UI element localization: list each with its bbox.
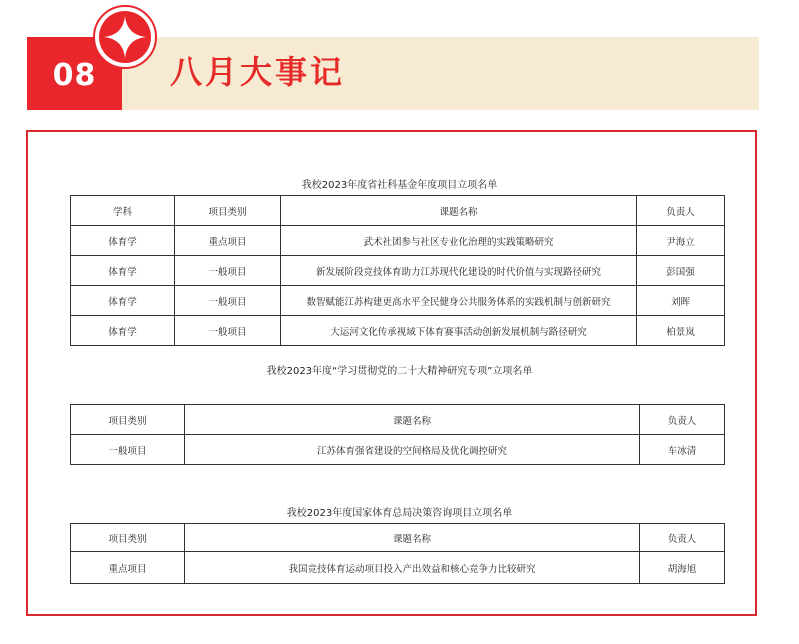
column-header: 项目类别: [71, 524, 185, 552]
table-cell: 一般项目: [71, 435, 185, 465]
table-cell: 一般项目: [175, 256, 281, 286]
table-cell: 尹海立: [637, 226, 725, 256]
table-cell: 重点项目: [71, 552, 185, 584]
table-cell: 江苏体育强省建设的空间格局及优化调控研究: [185, 435, 640, 465]
table-row: [71, 552, 725, 584]
table-row: [71, 435, 725, 465]
table-header-row: [71, 405, 725, 435]
table2-caption: 我校2023年度“学习贯彻党的二十大精神研究专项”立项名单: [266, 366, 533, 377]
section-number: 08: [52, 58, 97, 93]
table-cell: 体育学: [71, 316, 175, 346]
table1-caption: 我校2023年度省社科基金年度项目立项名单: [301, 180, 498, 191]
table-cell: 彭国强: [637, 256, 725, 286]
table-cell: 柏景岚: [637, 316, 725, 346]
table-cell: 车冰清: [640, 435, 725, 465]
table-row: [71, 286, 725, 316]
table-row: [71, 256, 725, 286]
table-cell: 重点项目: [175, 226, 281, 256]
table-cell: 我国竞技体育运动项目投入产出效益和核心竞争力比较研究: [185, 552, 640, 584]
table-header-row: [71, 196, 725, 226]
column-header: 课题名称: [185, 524, 640, 552]
table-cell: 刘晖: [637, 286, 725, 316]
table-cell: 一般项目: [175, 286, 281, 316]
column-header: 课题名称: [185, 405, 640, 435]
table-cell: 一般项目: [175, 316, 281, 346]
column-header: 负责人: [640, 524, 725, 552]
page-title: 八月大事记: [170, 53, 346, 91]
table-cell: 体育学: [71, 226, 175, 256]
table-row: [71, 226, 725, 256]
table3: [70, 523, 725, 584]
star-badge-icon: [92, 4, 158, 70]
table-cell: 武术社团参与社区专业化治理的实践策略研究: [281, 226, 637, 256]
table-cell: 数智赋能江苏构建更高水平全民健身公共服务体系的实践机制与创新研究: [281, 286, 637, 316]
table1: [70, 195, 725, 346]
table2: [70, 404, 725, 465]
table-header-row: [71, 524, 725, 552]
table-cell: 大运河文化传承视域下体育赛事活动创新发展机制与路径研究: [281, 316, 637, 346]
column-header: 项目类别: [71, 405, 185, 435]
table-cell: 胡海旭: [640, 552, 725, 584]
column-header: 负责人: [637, 196, 725, 226]
column-header: 课题名称: [281, 196, 637, 226]
table-cell: 新发展阶段竞技体育助力江苏现代化建设的时代价值与实现路径研究: [281, 256, 637, 286]
column-header: 负责人: [640, 405, 725, 435]
table3-caption: 我校2023年度国家体育总局决策咨询项目立项名单: [286, 508, 513, 519]
table-cell: 体育学: [71, 286, 175, 316]
table-cell: 体育学: [71, 256, 175, 286]
column-header: 项目类别: [175, 196, 281, 226]
column-header: 学科: [71, 196, 175, 226]
table-row: [71, 316, 725, 346]
